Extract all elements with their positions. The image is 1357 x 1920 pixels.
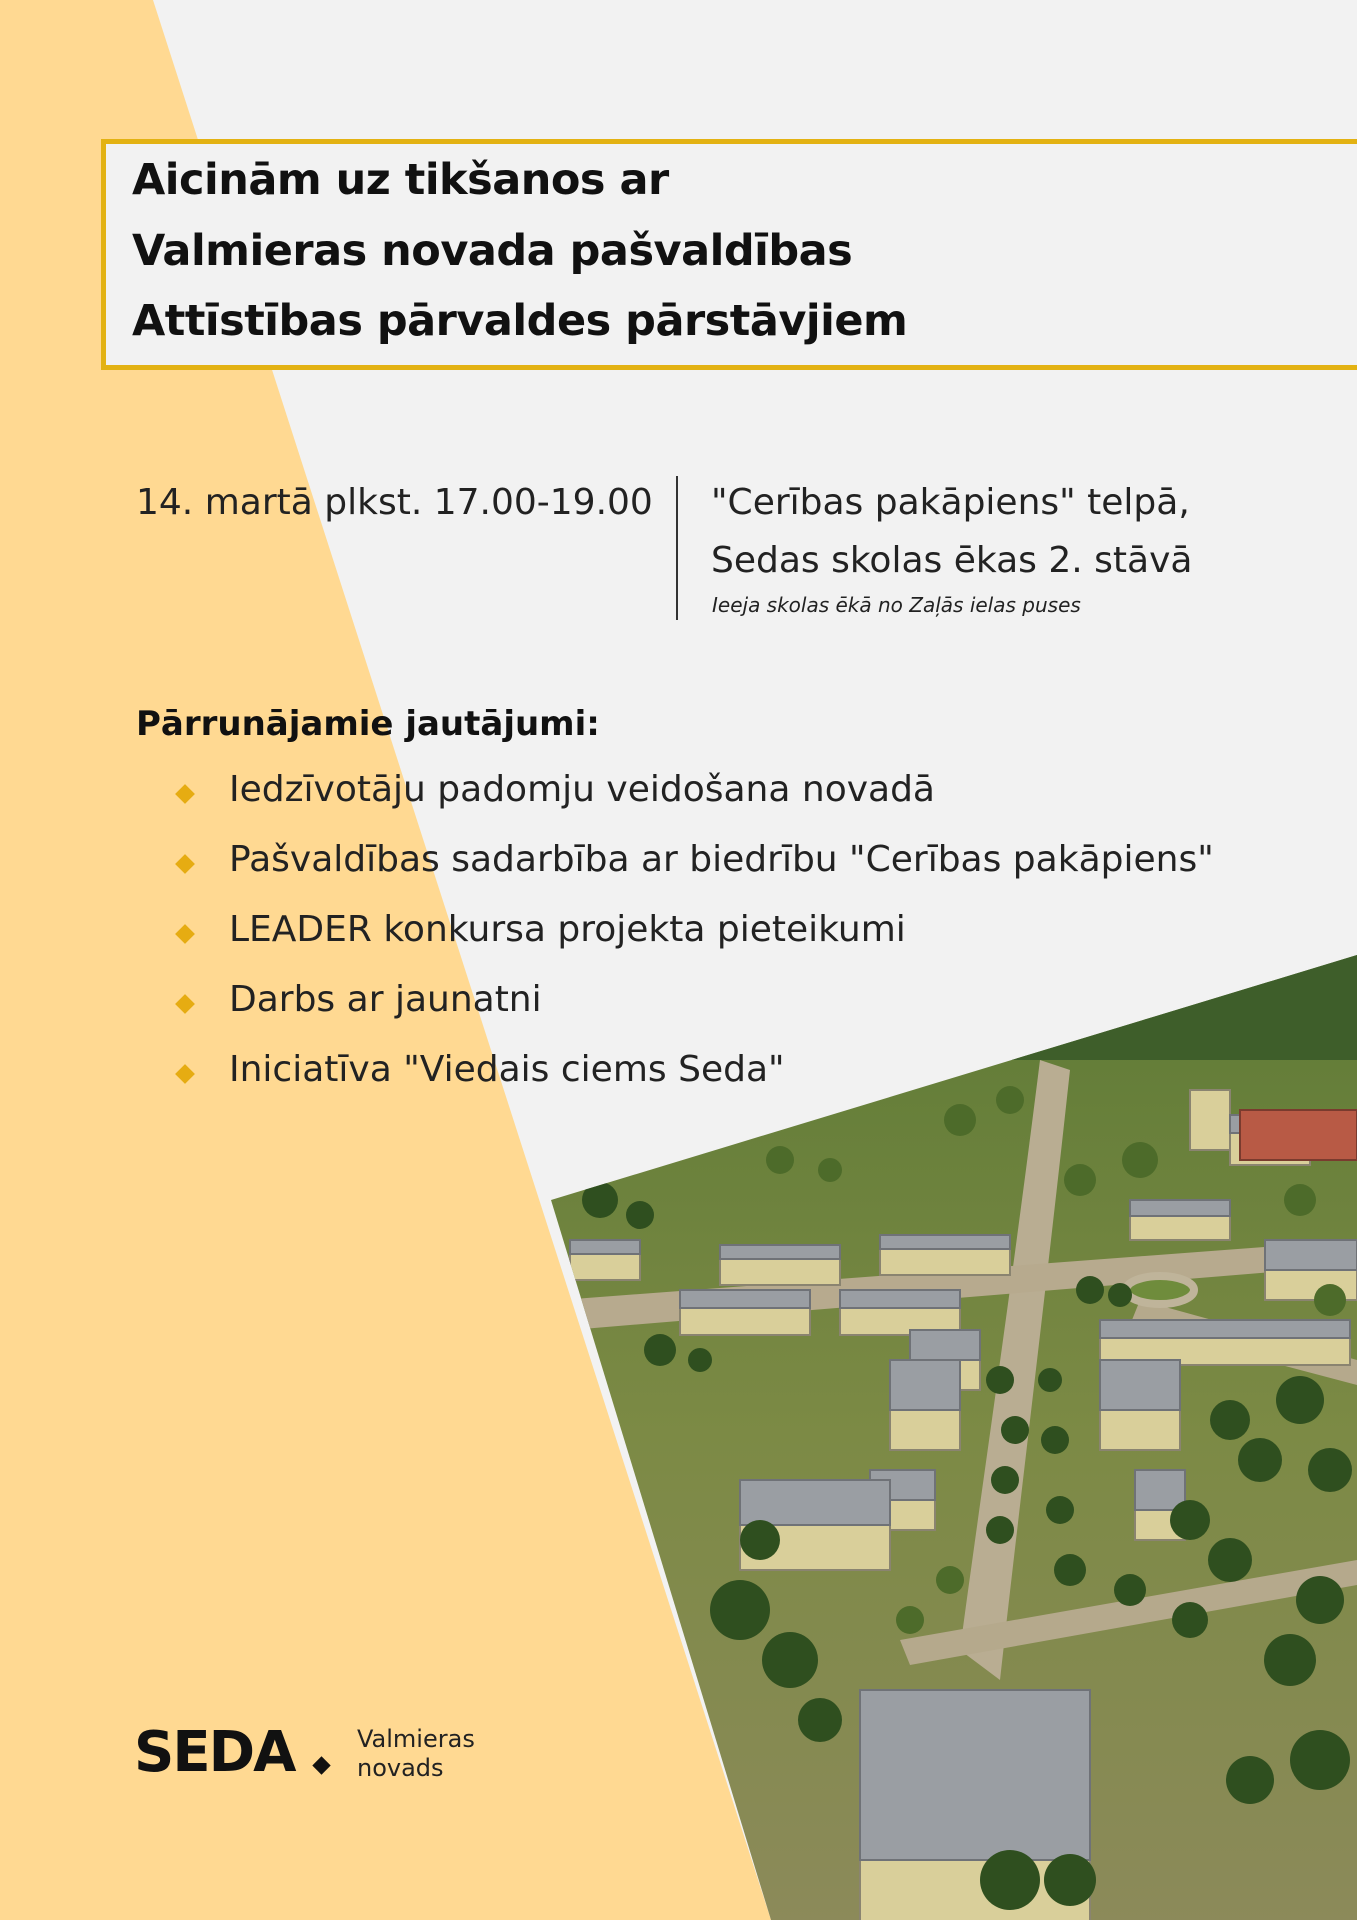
topic-text: Pašvaldības sadarbība ar biedrību "Cerības pakāpiens" bbox=[229, 839, 1214, 880]
entrance-note: Ieeja skolas ēkā no Zaļās ielas puses bbox=[712, 593, 1081, 617]
topic-text: Darbs ar jaunatni bbox=[229, 979, 542, 1020]
event-date-time: 14. martā plkst. 17.00-19.00 bbox=[136, 482, 653, 523]
topic-text: Iedzīvotāju padomju veidošana novadā bbox=[229, 769, 935, 810]
topics-heading: Pārrunājamie jautājumi: bbox=[136, 704, 600, 744]
topic-text: Iniciatīva "Viedais ciems Seda" bbox=[229, 1049, 785, 1090]
seda-logo: SEDA bbox=[134, 1720, 295, 1785]
title-line-1: Aicinām uz tikšanos ar bbox=[132, 155, 669, 205]
title-line-3: Attīstības pārvaldes pārstāvjiem bbox=[132, 296, 908, 346]
municipality-name: Valmieras novads bbox=[357, 1725, 475, 1782]
event-place-line-2: Sedas skolas ēkas 2. stāvā bbox=[711, 540, 1193, 581]
details-divider bbox=[676, 476, 678, 620]
title-line-2: Valmieras novada pašvaldības bbox=[132, 226, 853, 276]
event-place-line-1: "Cerības pakāpiens" telpā, bbox=[711, 482, 1190, 523]
topic-text: LEADER konkursa projekta pieteikumi bbox=[229, 909, 906, 950]
